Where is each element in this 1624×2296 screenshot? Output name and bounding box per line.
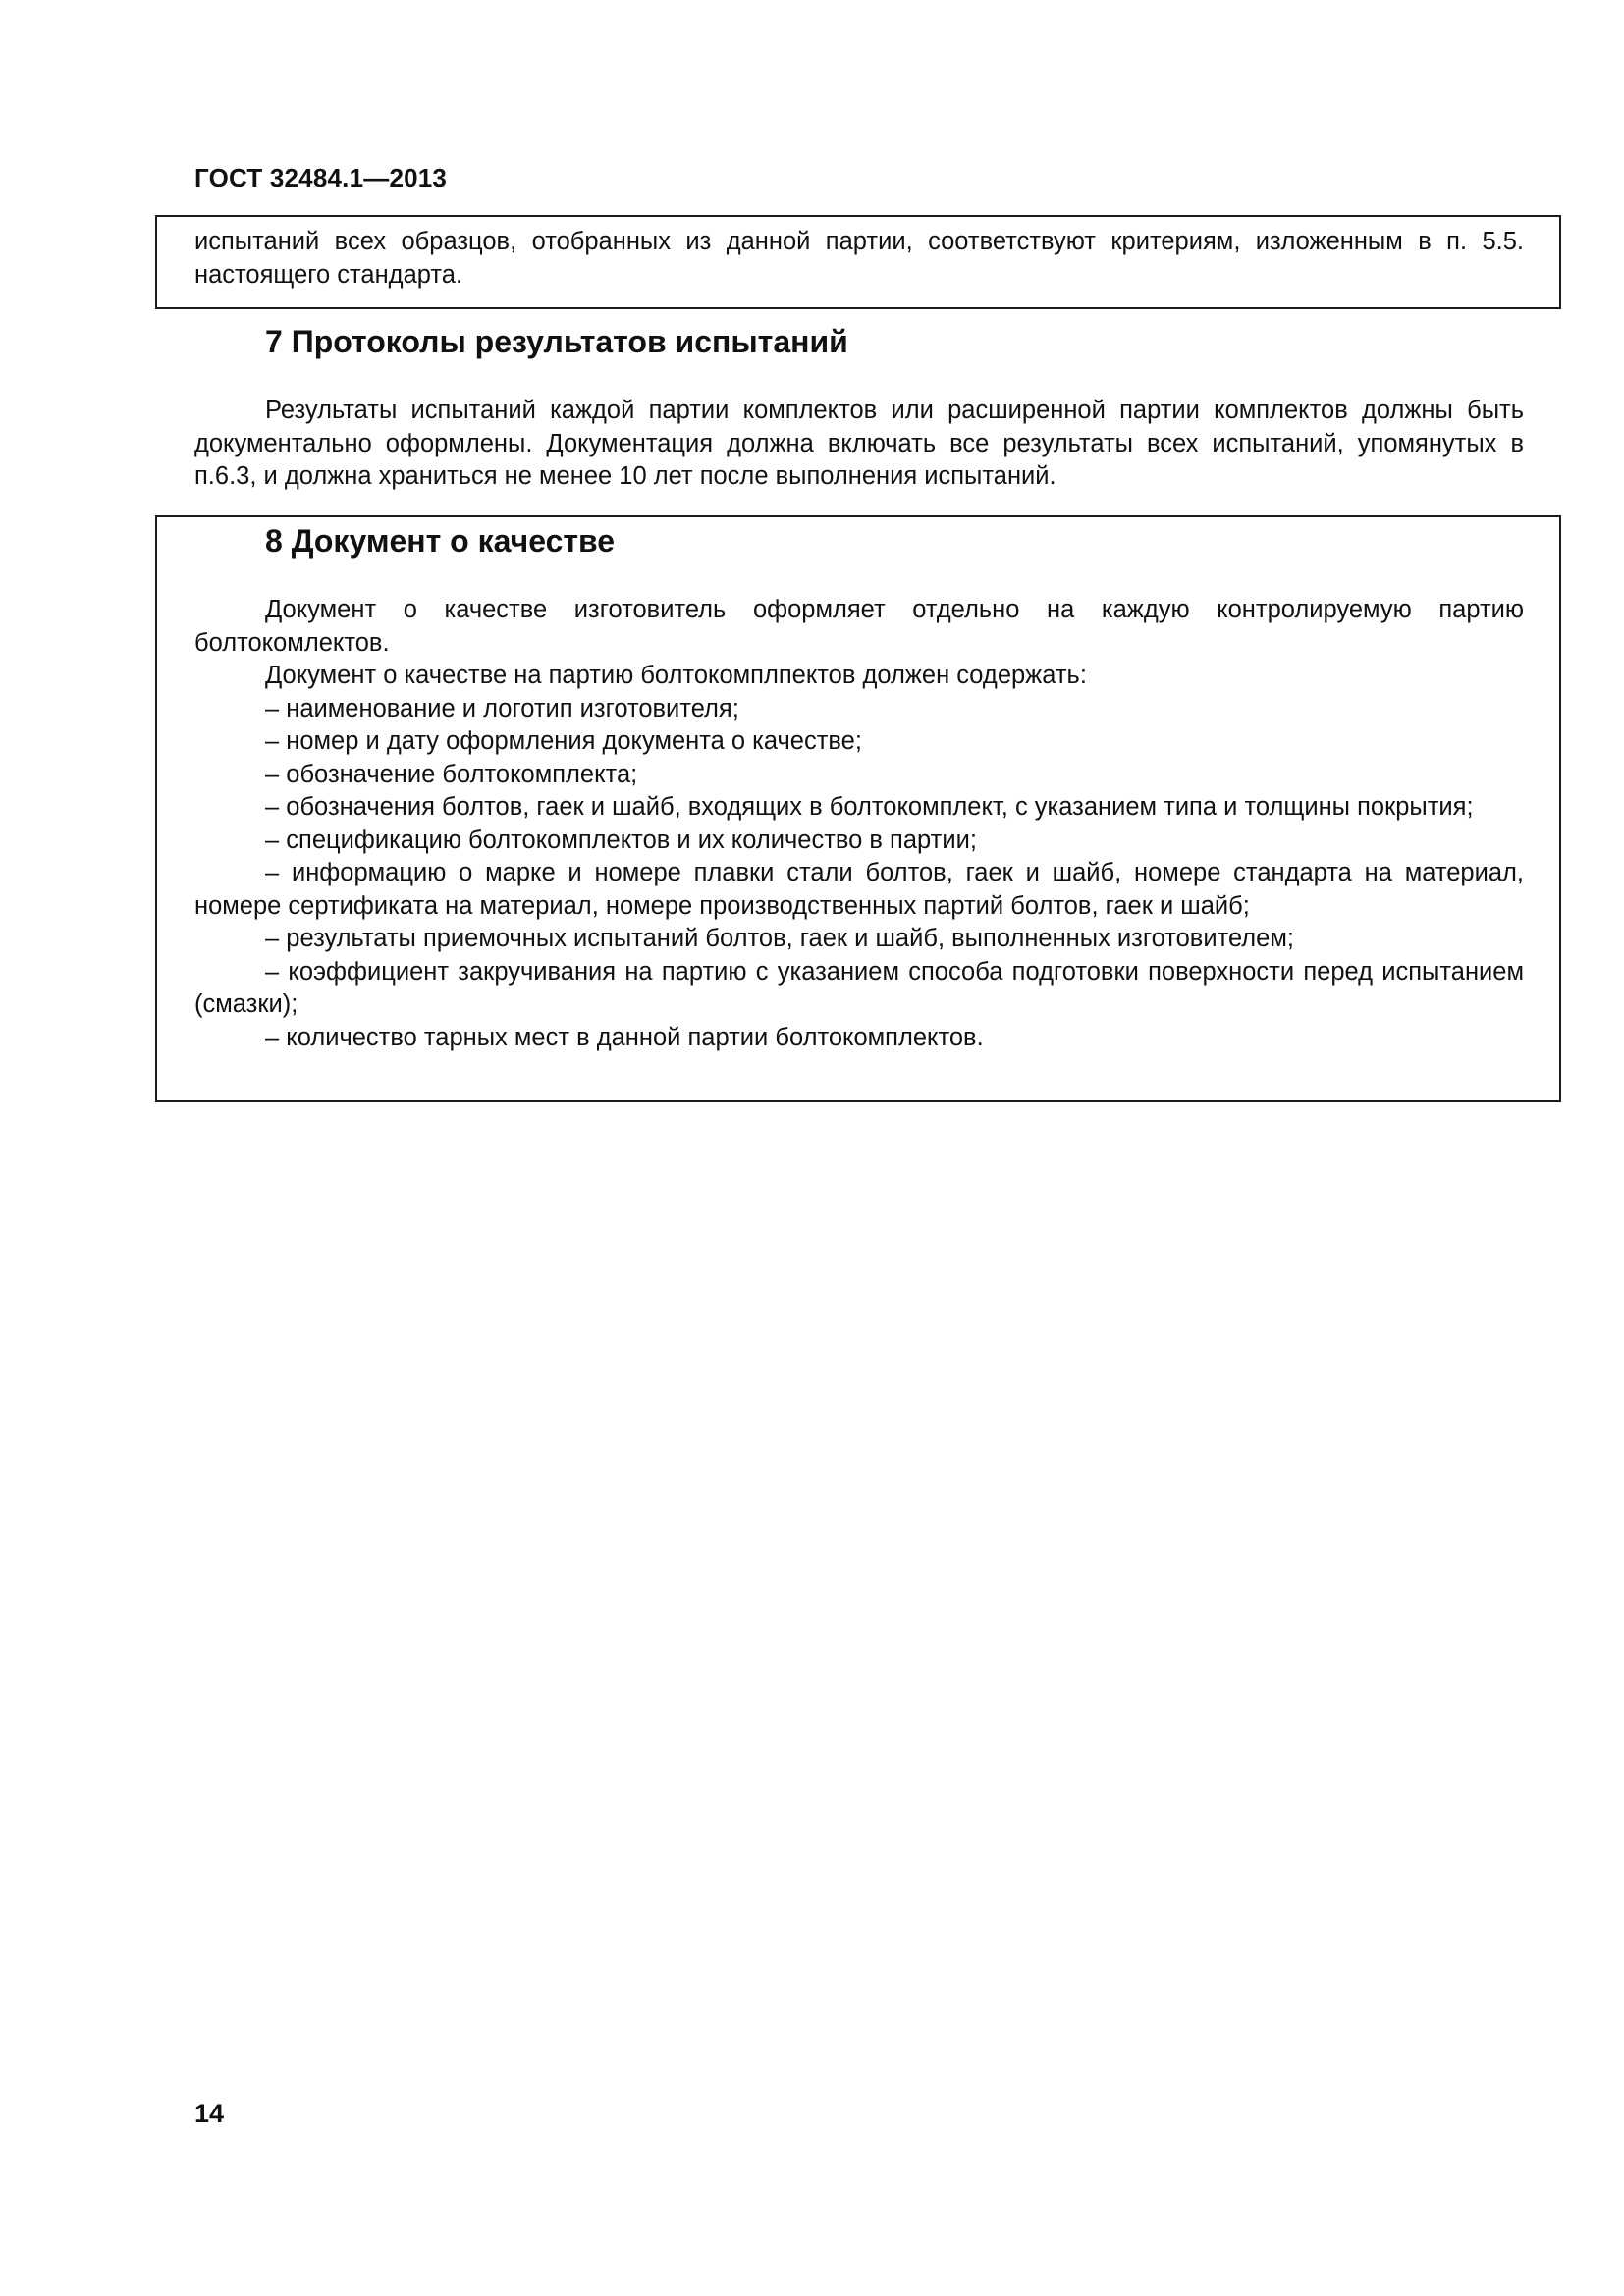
section-8-body xyxy=(194,594,1524,1054)
section-8-title: 8 Документ о качестве xyxy=(265,523,616,559)
list-item: – коэффициент закручивания на партию с указанием способа подготовки поверхности перед испытанием (смазки); xyxy=(194,957,1524,1018)
list-item: – обозначения болтов, гаек и шайб, входящих в болтокомплект, с указанием типа и толщины покрытия; xyxy=(265,793,1474,821)
list-item: – номер и дату оформления документа о качестве; xyxy=(265,727,862,755)
list-item: – информацию о марке и номере плавки стали болтов, гаек и шайб, номере стандарта на материал, номере сертификата на материал, номере производственных партий болтов, гаек и шайб; xyxy=(194,859,1524,920)
section-7-paragraph: Результаты испытаний каждой партии комплектов или расширенной партии комплектов должны быть документально оформлены. Документация должна включать все результаты всех испытаний, упомянутых в п.6.3, и должна храниться не менее 10 лет после выполнения испытаний. xyxy=(194,397,1524,490)
list-item: – наименование и логотип изготовителя; xyxy=(265,694,739,722)
page-number: 14 xyxy=(194,2099,225,2128)
list-item: – обозначение болтокомплекта; xyxy=(265,760,638,788)
section-7-title: 7 Протоколы результатов испытаний xyxy=(265,324,848,359)
page-header-standard: ГОСТ 32484.1—2013 xyxy=(194,163,448,192)
box1-paragraph: испытаний всех образцов, отобранных из данной партии, соответствуют критериям, изложенным в п. 5.5. настоящего стандарта. xyxy=(194,228,1524,289)
list-item: – спецификацию болтокомплектов и их количество в партии; xyxy=(265,826,977,854)
section-8-paragraph-1: Документ о качестве изготовитель оформляет отдельно на каждую контролируемую партию болтокомлектов. xyxy=(194,596,1524,657)
section-8-paragraph-2: Документ о качестве на партию болтокомплпектов должен содержать: xyxy=(265,662,1087,689)
list-item: – результаты приемочных испытаний болтов, гаек и шайб, выполненных изготовителем; xyxy=(265,925,1294,952)
list-item: – количество тарных мест в данной партии болтокомплектов. xyxy=(265,1023,984,1051)
